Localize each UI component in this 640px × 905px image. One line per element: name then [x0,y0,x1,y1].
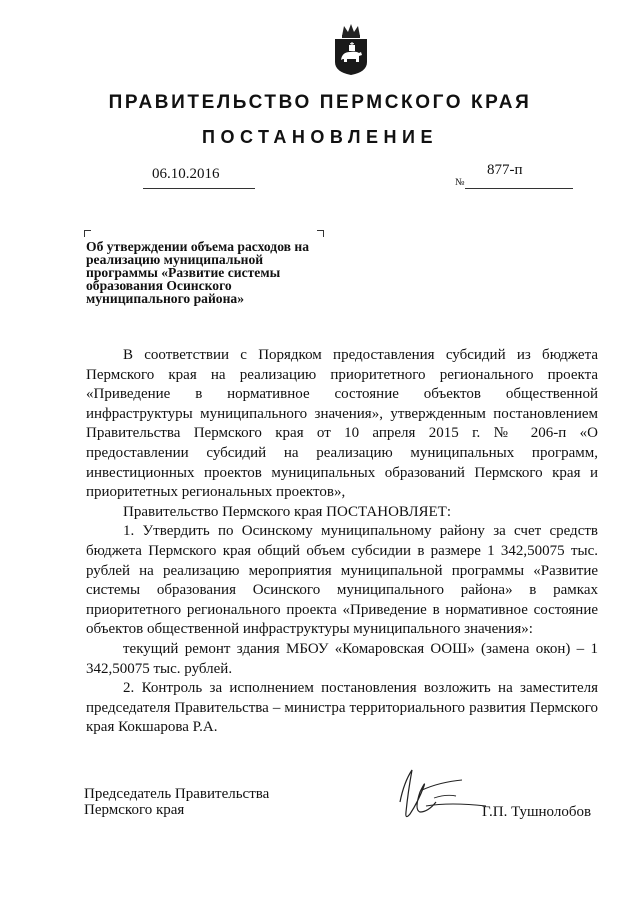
body-paragraph: В соответствии с Порядком предоставления субсидий из бюджета Пермского края на реализацию приоритетного регионального проекта «Приведение в нормативное состояние объектов общественной инфраструктуры муниципального значения», утвержденным постановлением Правительства Пермского края от 10 апреля 2015 г. № 206-п «О предоставлении субсидий на реализацию муниципальных программ, инвестиционных проектов муниципальных образований Пермского края и приоритетных региональных проектов», [86,347,598,501]
body-paragraph: 1. Утвердить по Осинскому муниципальному району за счет средств бюджета Пермского края общий объем субсидии в размере 1 342,50075 тыс. рублей на реализацию мероприятия муниципальной программы «Развитие системы образования Осинского муниципального района» в рамках приоритетного регионального проекта «Приведение в нормативное состояние объектов общественной инфраструктуры муниципального значения»: [86,523,598,638]
number-underline [465,188,573,189]
document-number: 877-п [487,162,523,178]
document-body [86,346,598,738]
number-sign: № [455,177,465,188]
signatory-name: Г.П. Тушнолобов [482,804,592,820]
document-subject: Об утверждении объема расходов на реализацию муниципальной программы «Развитие системы образования Осинского муниципального района» [86,239,310,306]
signatory-title-line: Пермского края [84,802,185,818]
body-paragraph: 2. Контроль за исполнением постановления возложить на заместителя председателя Правительства – министра территориального развития Пермского края Кокшарова Р.А. [86,680,598,736]
signatory-title-line: Председатель Правительства [84,786,270,802]
signatory-title [84,786,314,818]
subject-corner-left [84,230,91,237]
document-date: 06.10.2016 [152,166,220,182]
coat-of-arms-icon [330,22,372,76]
government-title: ПРАВИТЕЛЬСТВО ПЕРМСКОГО КРАЯ [108,92,532,113]
subject-corner-right [317,230,324,237]
date-underline [143,188,255,189]
body-paragraph: Правительство Пермского края ПОСТАНОВЛЯЕТ: [123,503,452,520]
document-type: ПОСТАНОВЛЕНИЕ [202,127,438,147]
body-paragraph: текущий ремонт здания МБОУ «Комаровская ООШ» (замена окон) – 1 342,50075 тыс. рублей. [86,640,598,677]
handwritten-signature [390,762,490,830]
